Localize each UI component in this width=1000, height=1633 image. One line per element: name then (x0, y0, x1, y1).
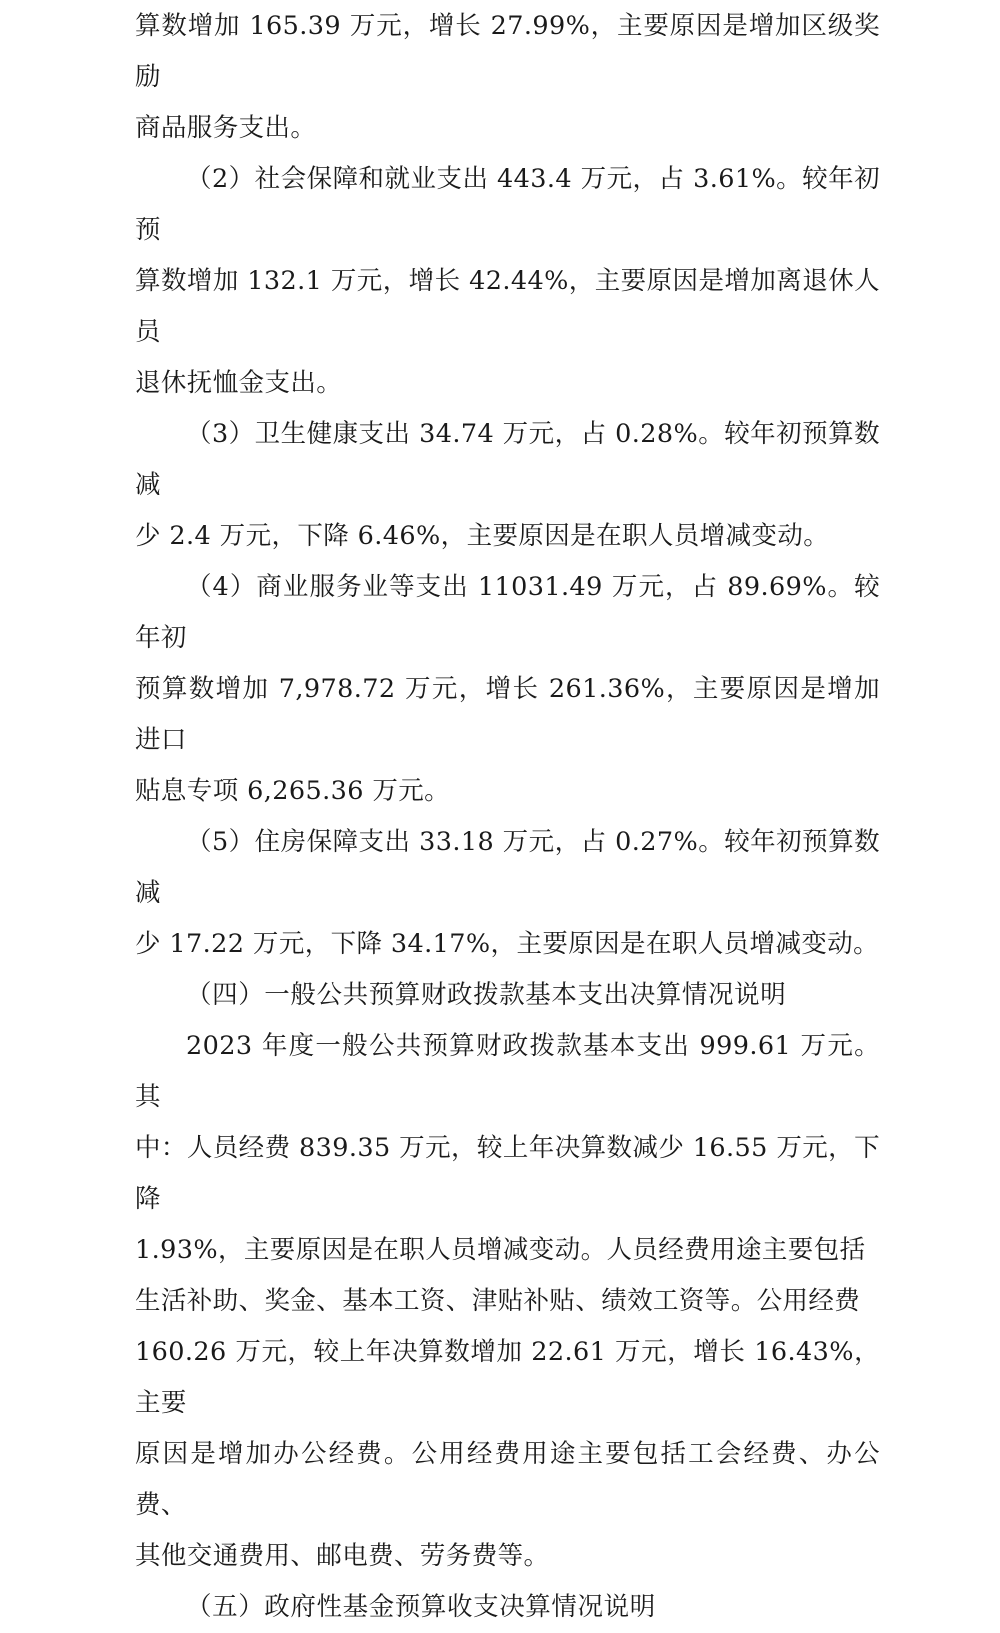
heading-text: （四）一般公共预算财政拨款基本支出决算情况说明 (186, 980, 787, 1010)
section-heading-government-fund (135, 1582, 880, 1633)
text-line: （3）卫生健康支出 34.74 万元，占 0.28%。较年初预算数减 (135, 419, 880, 500)
paragraph-health-expenditure (135, 409, 880, 562)
text-line: 1.93%，主要原因是在职人员增减变动。人员经费用途主要包括 (135, 1235, 866, 1265)
text-line: 预算数增加 7,978.72 万元，增长 261.36%，主要原因是增加进口 (135, 674, 880, 755)
paragraph-general-services-continued (135, 1, 880, 154)
heading-text: （五）政府性基金预算收支决算情况说明 (186, 1592, 656, 1622)
paragraph-basic-expenditure-details (135, 1021, 880, 1582)
text-line: 贴息专项 6,265.36 万元。 (135, 776, 451, 806)
paragraph-social-security-expenditure (135, 154, 880, 409)
text-line: 中：人员经费 839.35 万元，较上年决算数减少 16.55 万元，下降 (135, 1133, 880, 1214)
text-line: 算数增加 165.39 万元，增长 27.99%，主要原因是增加区级奖励 (135, 11, 880, 92)
text-line: 原因是增加办公经费。公用经费用途主要包括工会经费、办公费、 (135, 1439, 880, 1520)
text-line: 少 17.22 万元，下降 34.17%，主要原因是在职人员增减变动。 (135, 929, 880, 959)
text-line: 160.26 万元，较上年决算数增加 22.61 万元，增长 16.43%，主要 (135, 1337, 880, 1418)
text-line: 少 2.4 万元，下降 6.46%，主要原因是在职人员增减变动。 (135, 521, 830, 551)
text-line: 算数增加 132.1 万元，增长 42.44%，主要原因是增加离退休人员 (135, 266, 880, 347)
document-page (135, 0, 880, 1633)
text-line: （4）商业服务业等支出 11031.49 万元，占 89.69%。较年初 (135, 572, 880, 653)
paragraph-housing-expenditure (135, 817, 880, 970)
paragraph-commerce-services-expenditure (135, 562, 880, 817)
text-line: 生活补助、奖金、基本工资、津贴补贴、绩效工资等。公用经费 (135, 1286, 861, 1316)
section-heading-basic-expenditure (135, 970, 880, 1021)
text-line: 2023 年度一般公共预算财政拨款基本支出 999.61 万元。其 (135, 1031, 880, 1112)
text-line: （2）社会保障和就业支出 443.4 万元，占 3.61%。较年初预 (135, 164, 880, 245)
text-line: 商品服务支出。 (135, 113, 317, 143)
text-line: 其他交通费用、邮电费、劳务费等。 (135, 1541, 550, 1571)
text-line: （5）住房保障支出 33.18 万元，占 0.27%。较年初预算数减 (135, 827, 880, 908)
text-line: 退休抚恤金支出。 (135, 368, 343, 398)
